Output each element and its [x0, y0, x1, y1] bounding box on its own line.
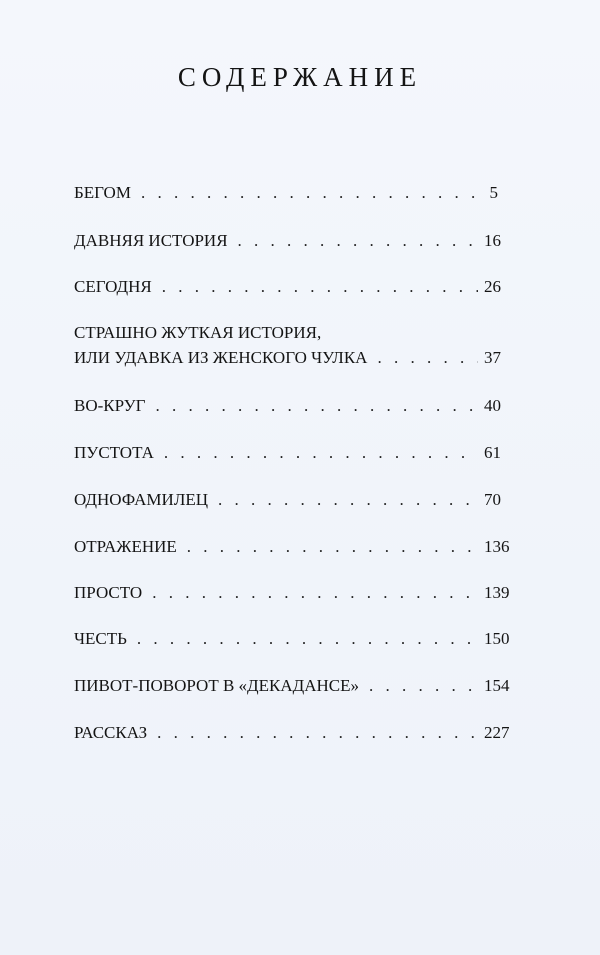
toc-entry-page: 16	[484, 231, 501, 250]
dot-leader	[164, 440, 478, 465]
page-title: СОДЕРЖАНИЕ	[177, 62, 423, 92]
toc-entry-page: 136	[484, 537, 510, 556]
toc-entry[interactable]	[74, 673, 510, 698]
toc-entry-title: ЧЕСТЬ	[74, 629, 127, 648]
toc-entry-title-line1: СТРАШНО ЖУТКАЯ ИСТОРИЯ,	[74, 323, 322, 342]
toc-entry-page: 61	[484, 443, 501, 462]
dot-leader	[141, 180, 478, 205]
dot-leader	[187, 534, 478, 559]
dot-leader	[369, 673, 478, 698]
dot-leader	[156, 393, 478, 418]
toc-entry-page: 26	[484, 277, 501, 296]
toc-entry[interactable]	[74, 580, 510, 605]
toc-entry-page: 150	[484, 629, 510, 648]
toc-entry[interactable]	[74, 534, 510, 559]
toc-entry-title: ИЛИ УДАВКА ИЗ ЖЕНСКОГО ЧУЛКА	[74, 348, 368, 367]
toc-entry-page: 139	[484, 583, 510, 602]
toc-entry-title: ОДНОФАМИЛЕЦ	[74, 490, 209, 509]
dot-leader	[218, 487, 478, 512]
toc-entry-page: 40	[484, 396, 501, 415]
toc-entry[interactable]	[74, 320, 501, 370]
toc-entry-title: ВО-КРУГ	[74, 396, 146, 415]
toc-entry-page: 154	[484, 676, 510, 695]
toc-entry-title: РАССКАЗ	[74, 723, 148, 742]
dot-leader	[137, 626, 478, 651]
toc-entry-title: ПИВОТ-ПОВОРОТ В «ДЕКАДАНСЕ»	[74, 676, 360, 695]
toc-entry-title: БЕГОМ	[74, 183, 131, 202]
toc-entry-page: 70	[484, 490, 501, 509]
toc-entry-title: ОТРАЖЕНИЕ	[74, 537, 177, 556]
toc-entry-page: 5	[489, 183, 498, 202]
dot-leader	[157, 720, 478, 745]
dot-leader	[162, 274, 478, 299]
toc-entry[interactable]	[74, 626, 510, 651]
dot-leader	[238, 228, 478, 253]
dot-leader	[152, 580, 478, 605]
toc-entry-page: 227	[484, 723, 510, 742]
toc-entry-title: ПУСТОТА	[74, 443, 154, 462]
toc-entry[interactable]	[74, 228, 501, 253]
toc-entry[interactable]	[74, 487, 501, 512]
dot-leader	[377, 345, 478, 370]
toc-entry-page: 37	[484, 348, 501, 367]
toc-entry-title: ДАВНЯЯ ИСТОРИЯ	[74, 231, 228, 250]
toc-entry[interactable]	[74, 180, 498, 205]
toc-entry[interactable]	[74, 440, 501, 465]
toc-entry[interactable]	[74, 393, 501, 418]
toc-entry-title: СЕГОДНЯ	[74, 277, 152, 296]
toc-entry[interactable]	[74, 274, 501, 299]
toc-entry[interactable]	[74, 720, 510, 745]
toc-entry-title: ПРОСТО	[74, 583, 143, 602]
